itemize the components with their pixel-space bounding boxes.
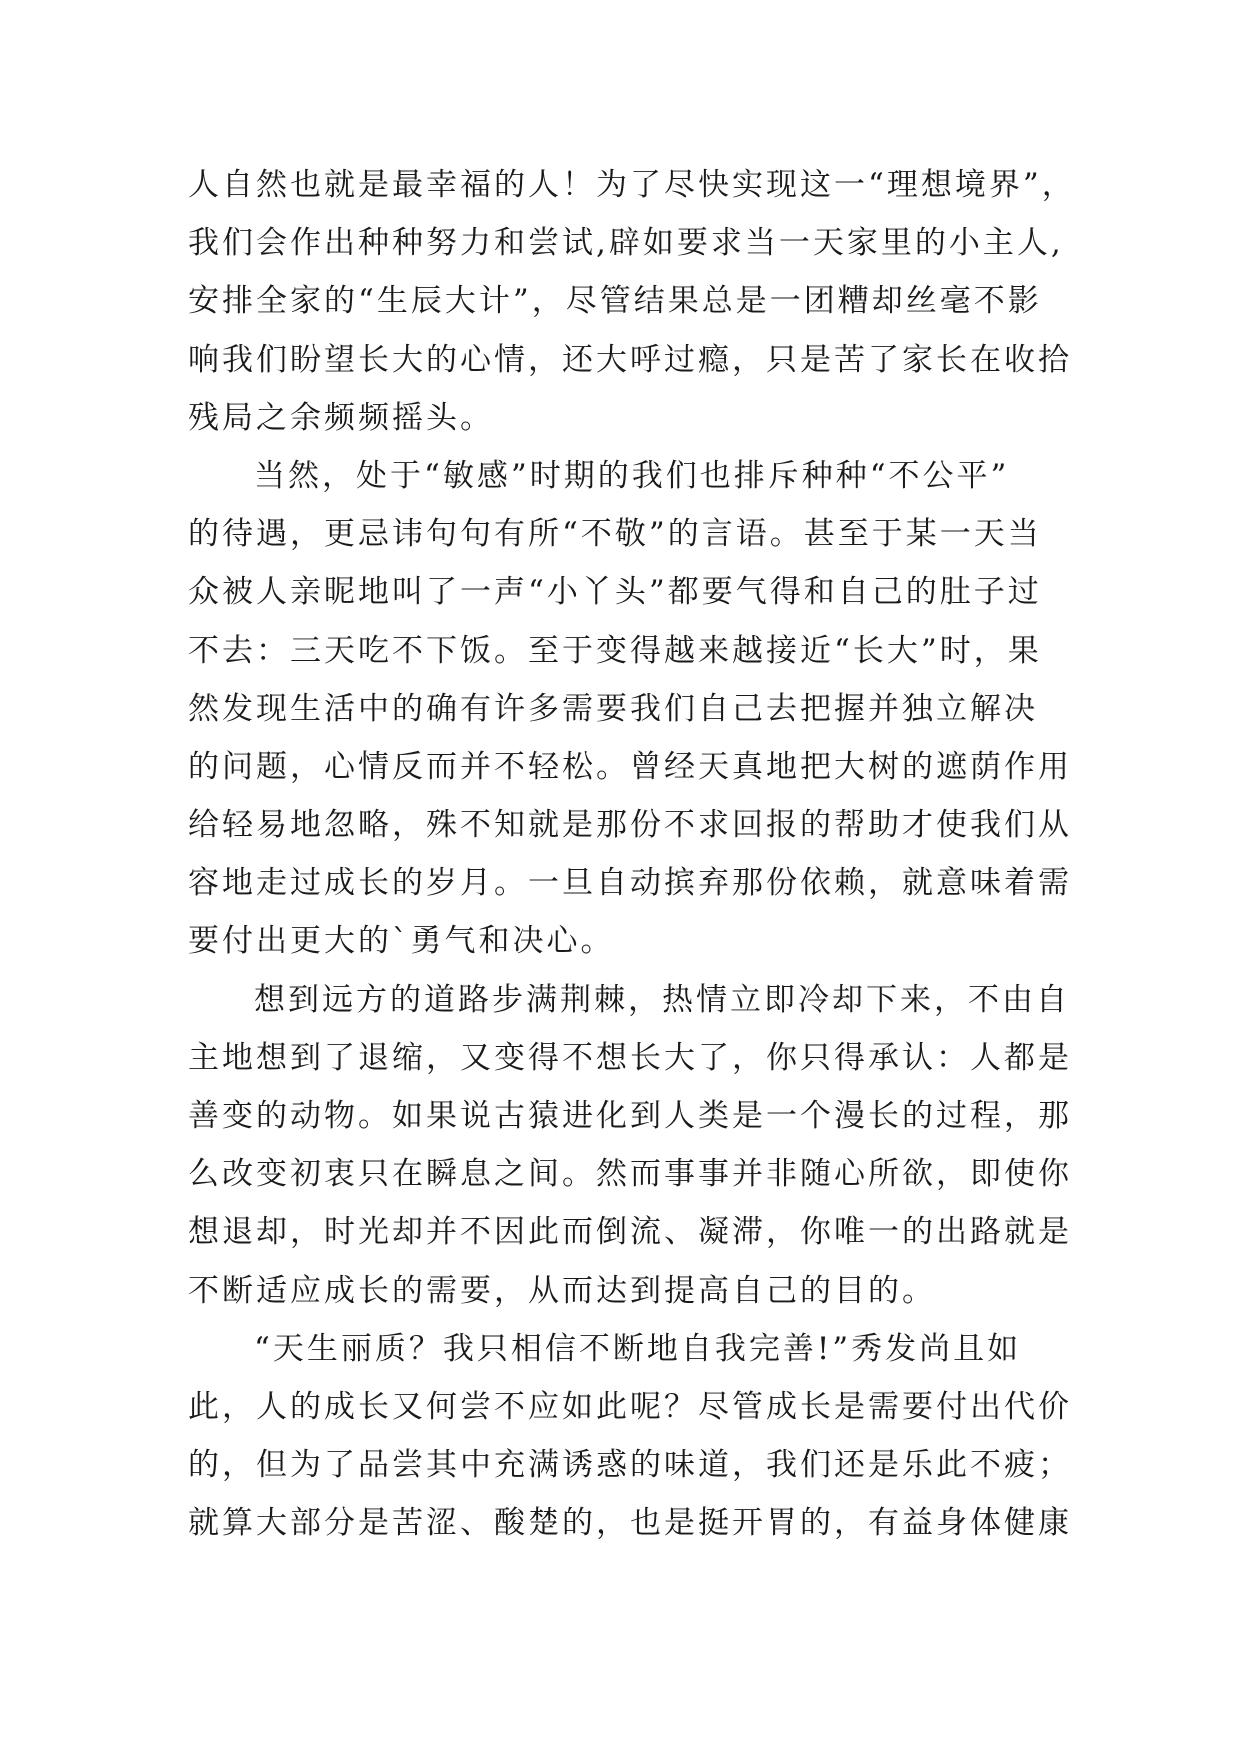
text-line: 响我们盼望长大的心情，还大呼过瘾，只是苦了家长在收拾 — [188, 341, 1072, 378]
text-line: 要付出更大的`勇气和决心。 — [188, 923, 615, 960]
text-line: 想到远方的道路步满荆棘，热情立即冷却下来，不由自 — [254, 981, 1070, 1018]
paragraph-4 — [188, 1320, 1072, 1553]
paragraph-3 — [188, 971, 1072, 1320]
paragraph-1 — [188, 156, 1076, 447]
text-line: 不断适应成长的需要，从而达到提高自己的目的。 — [188, 1272, 936, 1309]
text-line: 善变的动物。如果说古猿进化到人类是一个漫长的过程，那 — [188, 1098, 1072, 1134]
text-line: 么改变初衷只在瞬息之间。然而事事并非随心所欲，即使你 — [188, 1156, 1072, 1193]
text-line: 残局之余频频摇头。 — [188, 399, 494, 436]
text-line: 想退却，时光却并不因此而倒流、凝滞，你唯一的出路就是 — [188, 1214, 1072, 1251]
text-line: 众被人亲昵地叫了一声“小丫头”都要气得和自己的肚子过 — [188, 574, 1042, 611]
text-line: 给轻易地忽略，殊不知就是那份不求回报的帮助才使我们从 — [188, 807, 1072, 844]
paragraph-2 — [188, 447, 1072, 971]
text-line: 容地走过成长的岁月。一旦自动摈弃那份依赖，就意味着需 — [188, 865, 1072, 902]
text-line: 人自然也就是最幸福的人！为了尽快实现这一“理想境界”， — [188, 167, 1076, 203]
text-line: 然发现生活中的确有许多需要我们自己去把握并独立解决 — [188, 690, 1038, 727]
text-line: 我们会作出种种努力和尝试,辟如要求当一天家里的小主人, — [188, 225, 1064, 262]
text-line: 主地想到了退缩，又变得不想长大了，你只得承认：人都是 — [188, 1039, 1072, 1076]
text-line: 此，人的成长又何尝不应如此呢？尽管成长是需要付出代价 — [188, 1388, 1072, 1425]
text-line: 当然，处于“敏感”时期的我们也排斥种种“不公平” — [254, 457, 1010, 494]
text-line: 不去：三天吃不下饭。至于变得越来越接近“长大”时，果 — [188, 632, 1042, 669]
text-line: 的待遇，更忌讳句句有所“不敬”的言语。甚至于某一天当 — [188, 516, 1042, 553]
essay-body — [188, 156, 1076, 1553]
text-line: 的，但为了品尝其中充满诱惑的味道，我们还是乐此不疲； — [188, 1447, 1072, 1484]
text-line: “天生丽质？我只相信不断地自我完善!”秀发尚且如 — [254, 1330, 1022, 1367]
text-line: 安排全家的“生辰大计”，尽管结果总是一团糟却丝毫不影 — [188, 283, 1042, 320]
text-line: 的问题，心情反而并不轻松。曾经天真地把大树的遮荫作用 — [188, 748, 1072, 785]
text-line: 就算大部分是苦涩、酸楚的，也是挺开胃的，有益身体健康 — [188, 1505, 1072, 1542]
